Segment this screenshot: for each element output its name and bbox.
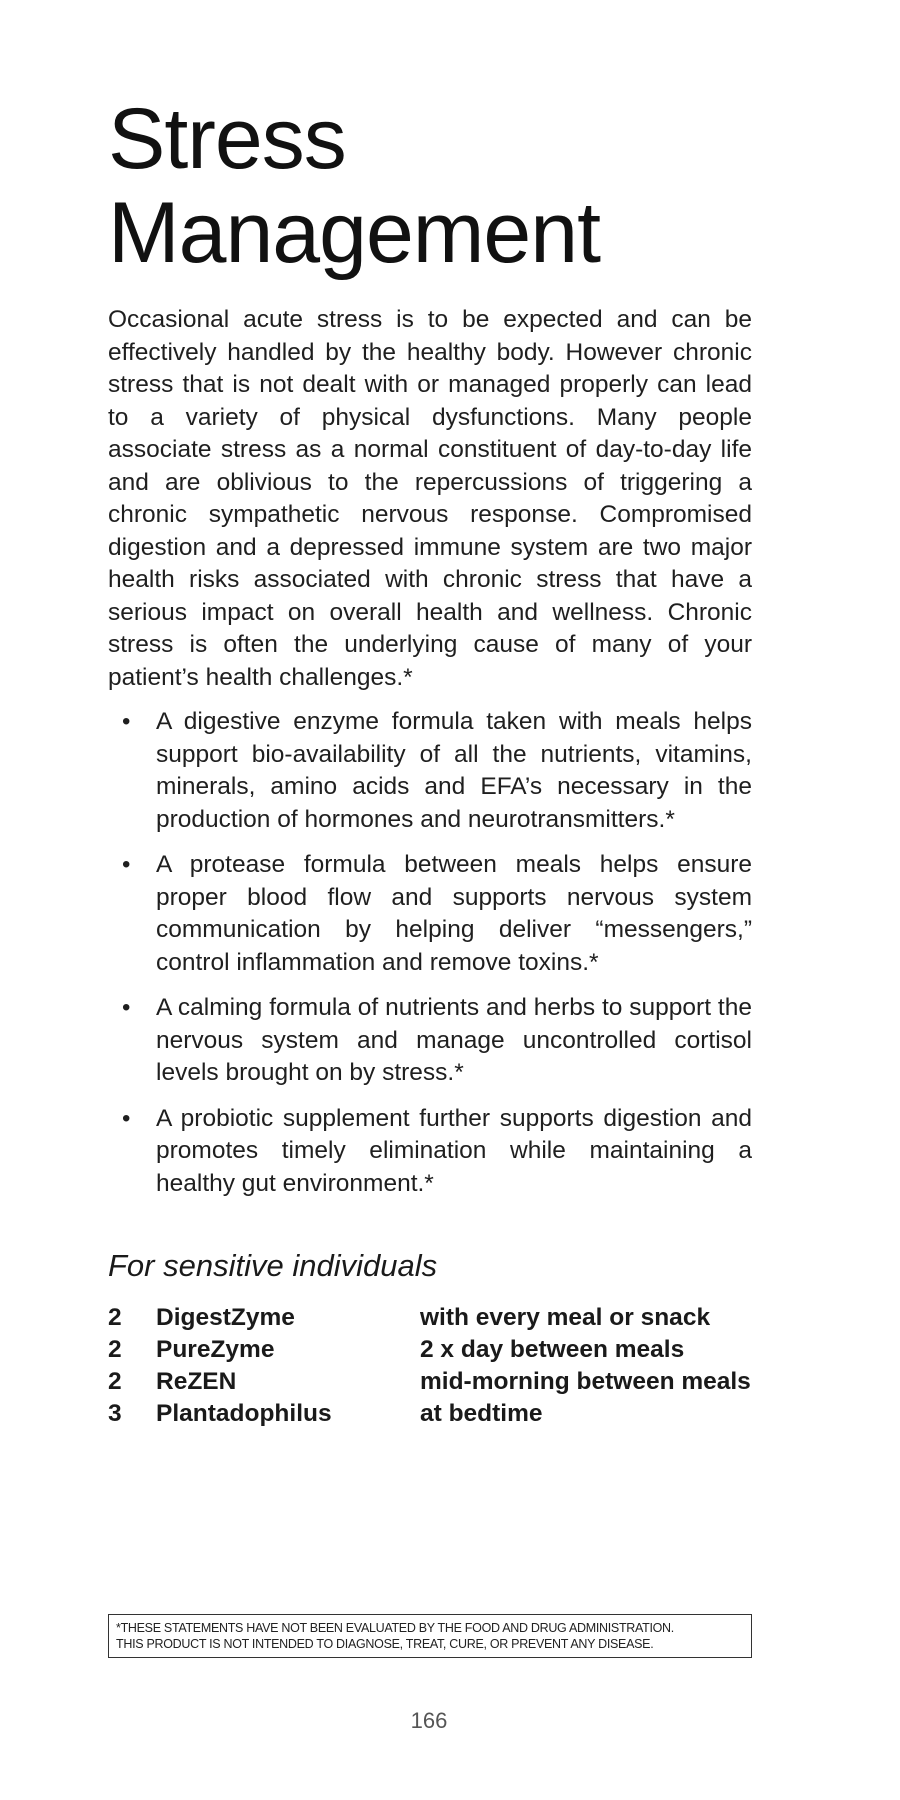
bullet-dot-icon: • [122,851,131,878]
bullet-dot-icon: • [122,708,131,735]
regimen-instruction: at bedtime [420,1400,543,1427]
regimen-heading: For sensitive individuals [108,1248,438,1283]
regimen-row [108,1334,752,1366]
regimen-qty: 3 [108,1400,122,1427]
regimen-product: DigestZyme [156,1304,295,1331]
bullet-item [108,849,752,979]
page-title-line-1: Stress [108,91,346,187]
bullet-text: A probiotic supplement further supports digestion and promotes timely elimination while maintaining a healthy gut environment.* [156,1104,752,1197]
regimen-instruction: 2 x day between meals [420,1336,685,1363]
bullet-text: A calming formula of nutrients and herbs to support the nervous system and manage uncontrolled cortisol levels brought on by stress.* [156,994,752,1086]
page-content [108,92,752,1430]
regimen-product: PureZyme [156,1336,275,1363]
page-number: 166 [410,1708,448,1733]
regimen-table [108,1302,752,1430]
page-title [108,92,752,280]
page-title-line-2: Management [108,185,600,281]
bullet-text: A protease formula between meals helps ensure proper blood flow and supports nervous system communication by helping deliver “messengers,” control inflammation and remove toxins.* [156,851,752,976]
regimen-instruction: mid-morning between meals [420,1368,751,1395]
bullet-item [108,1103,752,1201]
intro-paragraph: Occasional acute stress is to be expected and can be effectively handled by the healthy body. However chronic stress that is not dealt with or managed properly can lead to a variety of physical dysfunctions. Many people associate stress as a normal constituent of day-to-day life and are oblivious to the repercussions of triggering a chronic sympathetic nervous response. Compromised digestion and a depressed immune system are two major health risks associated with chronic stress that have a serious impact on overall health and wellness. Chronic stress is often the underlying cause of many of your patient’s health challenges.* [108,306,752,691]
bullet-item [108,706,752,836]
disclaimer-line-2: THIS PRODUCT IS NOT INTENDED TO DIAGNOSE, TREAT, CURE, OR PREVENT ANY DISEASE. [116,1637,654,1651]
regimen-row [108,1302,752,1334]
disclaimer-line-1: *THESE STATEMENTS HAVE NOT BEEN EVALUATED BY THE FOOD AND DRUG ADMINISTRATION. [116,1621,674,1635]
bullet-text: A digestive enzyme formula taken with meals helps support bio-availability of all the nutrients, vitamins, minerals, amino acids and EFA’s necessary in the production of hormones and neurotransmitters.* [156,708,752,833]
bullet-dot-icon: • [122,1104,131,1132]
regimen-product: ReZEN [156,1368,237,1395]
regimen-row [108,1398,752,1430]
fda-disclaimer-box [108,1614,752,1658]
regimen-instruction: with every meal or snack [420,1304,711,1331]
bullet-dot-icon: • [122,994,131,1021]
regimen-row [108,1366,752,1398]
regimen-qty: 2 [108,1368,122,1395]
regimen-qty: 2 [108,1336,122,1363]
regimen-product: Plantadophilus [156,1400,332,1427]
regimen-qty: 2 [108,1304,122,1331]
bullet-item [108,992,752,1090]
bullet-list [108,706,752,1200]
